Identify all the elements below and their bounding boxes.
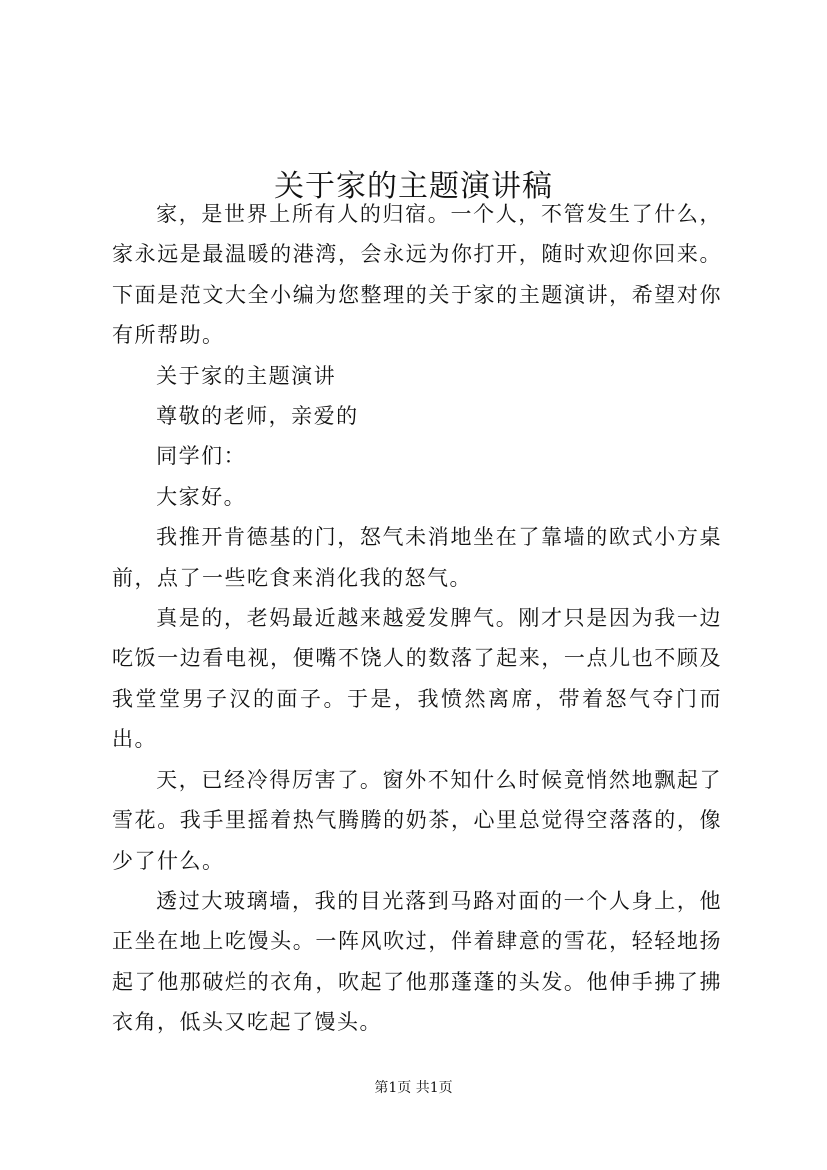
paragraph-salutation-1: 尊敬的老师，亲爱的 bbox=[156, 404, 359, 429]
paragraph-body-1: 我推开肯德基的门，怒气未消地坐在了靠墙的欧式小方桌前，点了一些吃食来消化我的怒气。 bbox=[112, 525, 722, 590]
paragraph-body-3: 天，已经冷得厉害了。窗外不知什么时候竟悄然地飘起了雪花。我手里摇着热气腾腾的奶茶，心里总觉得空落落的，像少了什么。 bbox=[112, 767, 722, 873]
page-footer: 第1页 共1页 bbox=[374, 1080, 453, 1096]
document-body bbox=[112, 194, 722, 1043]
paragraph-greeting: 大家好。 bbox=[156, 484, 247, 509]
paragraph-body-4: 透过大玻璃墙，我的目光落到马路对面的一个人身上，他正坐在地上吃馒头。一阵风吹过，伴着肆意的雪花，轻轻地扬起了他那破烂的衣角，吹起了他那蓬蓬的头发。他伸手拂了拂衣角，低头又吃起了馒头。 bbox=[112, 888, 722, 1035]
paragraph-body-2: 真是的，老妈最近越来越爱发脾气。刚才只是因为我一边吃饭一边看电视，便嘴不饶人的数落了起来，一点儿也不顾及我堂堂男子汉的面子。于是，我愤然离席，带着怒气夺门而出。 bbox=[112, 606, 722, 752]
paragraph-salutation-2: 同学们： bbox=[156, 444, 247, 469]
paragraph-speech-heading: 关于家的主题演讲 bbox=[156, 363, 337, 388]
paragraph-intro: 家，是世界上所有人的归宿。一个人，不管发生了什么，家永远是最温暖的港湾，会永远为你打开，随时欢迎你回来。下面是范文大全小编为您整理的关于家的主题演讲，希望对你有所帮助。 bbox=[112, 202, 722, 348]
document-title: 关于家的主题演讲稿 bbox=[274, 169, 553, 205]
